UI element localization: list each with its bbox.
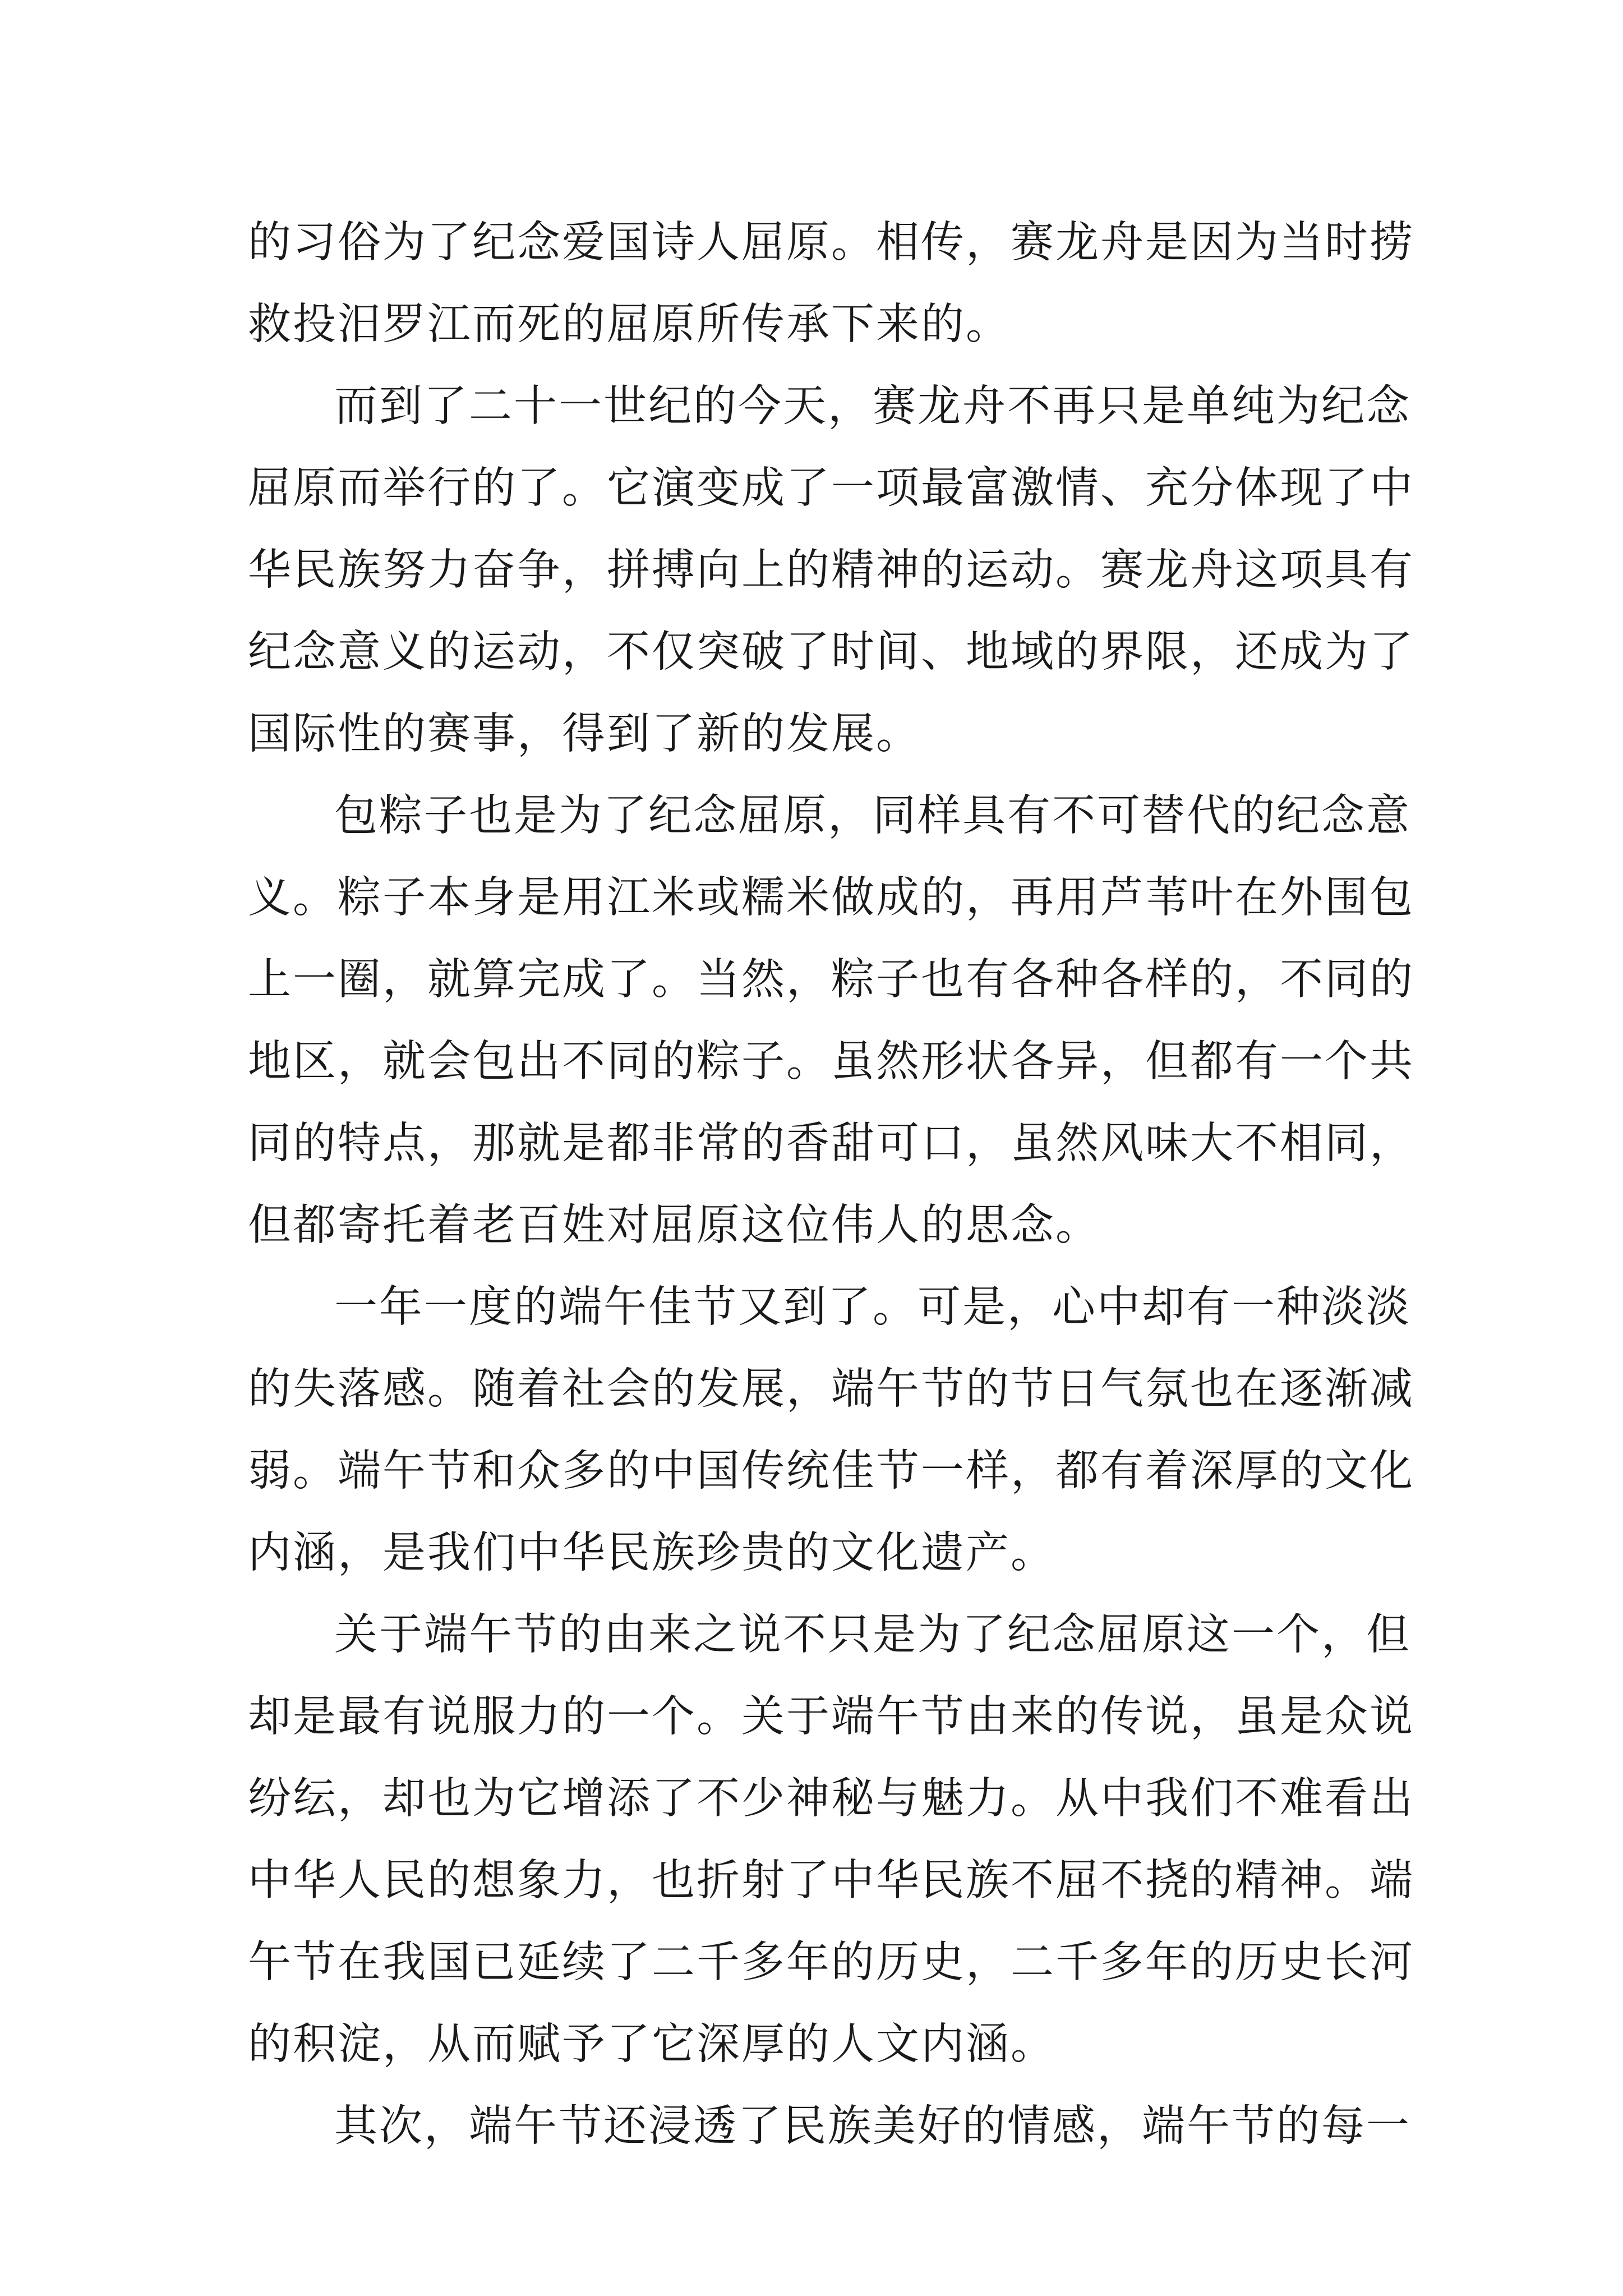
text-line-paragraph-start: 其次，端午节还浸透了民族美好的情感，端午节的每一 xyxy=(334,2101,1411,2151)
text-line: 的积淀，从而赋予了它深厚的人文内涵。 xyxy=(248,2019,1055,2069)
text-line-paragraph-start: 包粽子也是为了纪念屈原，同样具有不可替代的纪念意 xyxy=(334,791,1411,841)
text-line: 的失落感。随着社会的发展，端午节的节日气氛也在逐渐减 xyxy=(248,1364,1414,1414)
text-line: 纪念意义的运动，不仅突破了时间、地域的界限，还成为了 xyxy=(248,627,1414,677)
text-line-paragraph-start: 关于端午节的由来之说不只是为了纪念屈原这一个，但 xyxy=(334,1610,1411,1660)
text-line: 内涵，是我们中华民族珍贵的文化遗产。 xyxy=(248,1528,1055,1578)
text-line: 地区，就会包出不同的粽子。虽然形状各异，但都有一个共 xyxy=(248,1037,1414,1087)
text-line-paragraph-start: 而到了二十一世纪的今天，赛龙舟不再只是单纯为纪念 xyxy=(334,381,1411,431)
document-body xyxy=(248,202,1414,2168)
text-line: 但都寄托着老百姓对屈原这位伟人的思念。 xyxy=(248,1200,1100,1250)
text-line: 中华人民的想象力，也折射了中华民族不屈不挠的精神。端 xyxy=(248,1856,1414,1906)
text-line: 同的特点，那就是都非常的香甜可口，虽然风味大不相同， xyxy=(248,1119,1414,1168)
text-line: 华民族努力奋争，拼搏向上的精神的运动。赛龙舟这项具有 xyxy=(248,545,1414,595)
text-line: 的习俗为了纪念爱国诗人屈原。相传，赛龙舟是因为当时捞 xyxy=(248,218,1414,268)
text-line: 却是最有说服力的一个。关于端午节由来的传说，虽是众说 xyxy=(248,1692,1414,1742)
text-line: 国际性的赛事，得到了新的发展。 xyxy=(248,709,921,759)
text-line: 救投汨罗江而死的屈原所传承下来的。 xyxy=(248,300,1011,349)
text-line-paragraph-start: 一年一度的端午佳节又到了。可是，心中却有一种淡淡 xyxy=(334,1282,1411,1332)
text-line: 弱。端午节和众多的中国传统佳节一样，都有着深厚的文化 xyxy=(248,1446,1414,1496)
text-line: 屈原而举行的了。它演变成了一项最富激情、充分体现了中 xyxy=(248,463,1414,513)
text-line: 午节在我国已延续了二千多年的历史，二千多年的历史长河 xyxy=(248,1938,1414,1987)
text-line: 义。粽子本身是用江米或糯米做成的，再用芦苇叶在外围包 xyxy=(248,873,1414,923)
text-line: 上一圈，就算完成了。当然，粽子也有各种各样的，不同的 xyxy=(248,955,1414,1005)
text-line: 纷纭，却也为它增添了不少神秘与魅力。从中我们不难看出 xyxy=(248,1774,1414,1824)
